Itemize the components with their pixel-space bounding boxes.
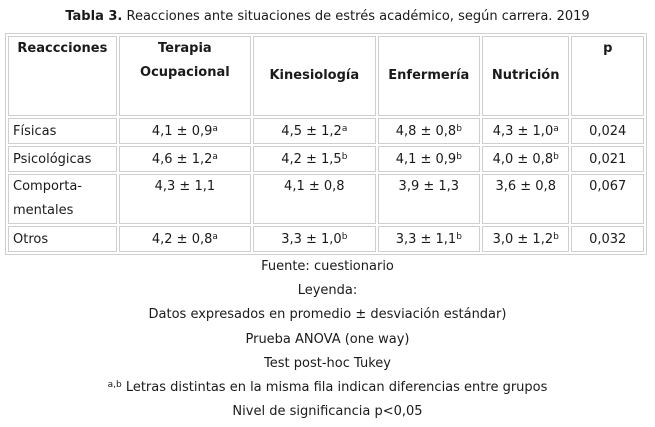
row-label-line1: Comporta- — [13, 179, 82, 194]
header-kinesiologia-label: Kinesiología — [269, 68, 360, 83]
cell-terapia — [119, 174, 251, 224]
cell-superscript: b — [456, 123, 462, 134]
cell-terapia — [119, 118, 251, 144]
note-anova: Prueba ANOVA (one way) — [245, 331, 410, 347]
header-reacciones: Reaccciones — [8, 36, 117, 116]
cell-superscript: a — [212, 231, 218, 242]
cell-value: 3,6 ± 0,8 — [495, 179, 556, 194]
note-letras — [0, 376, 655, 400]
header-row — [8, 36, 644, 116]
row-label: Físicas — [8, 118, 117, 144]
table-row — [8, 174, 644, 224]
cell-terapia — [119, 146, 251, 172]
cell-value: 3,3 ± 1,0 — [281, 231, 342, 247]
header-terapia-line1: Terapia — [158, 41, 212, 56]
header-kinesiologia — [253, 36, 376, 116]
table-row — [8, 118, 644, 144]
cell-value: 3,0 ± 1,2 — [492, 231, 554, 247]
cell-p: 0,024 — [571, 118, 644, 144]
cell-superscript: b — [341, 231, 348, 242]
table-caption — [0, 9, 655, 24]
cell-enfermeria — [378, 174, 480, 224]
note-nivel: Nivel de significancia p<0,05 — [232, 404, 423, 420]
note-datos: Datos expresados en promedio ± desviación estándar) — [148, 307, 507, 323]
cell-nutricion — [482, 146, 569, 172]
row-label-line2: mentales — [13, 203, 74, 218]
cell-superscript: b — [553, 231, 559, 242]
cell-p: 0,021 — [571, 146, 644, 172]
row-label: Otros — [8, 226, 117, 252]
cell-nutricion — [482, 226, 569, 252]
cell-superscript: b — [341, 151, 348, 162]
cell-value: 4,3 ± 1,1 — [154, 179, 216, 194]
cell-nutricion — [482, 118, 569, 144]
cell-value: 4,1 ± 0,9 — [395, 151, 457, 167]
cell-value: 4,1 ± 0,9 — [151, 123, 213, 139]
cell-enfermeria — [378, 118, 480, 144]
note-tukey: Test post-hoc Tukey — [264, 355, 391, 371]
row-label: Psicológicas — [8, 146, 117, 172]
table-notes — [0, 255, 655, 424]
cell-kinesiologia — [253, 118, 376, 144]
cell-superscript: a — [341, 123, 348, 134]
cell-value: 3,3 ± 1,1 — [395, 231, 457, 247]
results-table — [5, 33, 647, 255]
cell-kinesiologia — [253, 174, 376, 224]
cell-value: 4,6 ± 1,2 — [151, 151, 213, 167]
cell-kinesiologia — [253, 146, 376, 172]
cell-kinesiologia — [253, 226, 376, 252]
cell-nutricion — [482, 174, 569, 224]
cell-value: 4,2 ± 1,5 — [281, 151, 342, 167]
note-leyenda: Leyenda: — [297, 283, 358, 299]
cell-value: 4,2 ± 0,8 — [151, 231, 213, 247]
header-p: p — [571, 36, 644, 116]
header-terapia — [119, 36, 251, 116]
header-enfermeria — [378, 36, 480, 116]
header-nutricion — [482, 36, 569, 116]
cell-superscript: b — [553, 151, 559, 162]
caption-label: Tabla 3. — [65, 9, 123, 24]
header-terapia-line2: Ocupacional — [140, 65, 230, 80]
cell-superscript: b — [456, 151, 462, 162]
cell-superscript: b — [456, 231, 462, 242]
cell-value: 3,9 ± 1,3 — [398, 179, 460, 194]
header-nutricion-label: Nutrición — [491, 68, 560, 83]
cell-terapia — [119, 226, 251, 252]
caption-text: Reacciones ante situaciones de estrés académico, según carrera. 2019 — [122, 9, 590, 24]
cell-value: 4,3 ± 1,0 — [492, 123, 554, 139]
cell-value: 4,8 ± 0,8 — [395, 123, 457, 139]
cell-p: 0,032 — [571, 226, 644, 252]
cell-value: 4,1 ± 0,8 — [284, 179, 345, 194]
note-letras-superscript: a,b — [107, 380, 122, 391]
note-fuente: Fuente: cuestionario — [261, 259, 394, 274]
cell-value: 4,0 ± 0,8 — [492, 151, 554, 167]
cell-superscript: a — [212, 123, 218, 134]
table-row — [8, 226, 644, 252]
row-label — [8, 174, 117, 224]
note-letras-text: Letras distintas en la misma fila indican diferencias entre grupos — [121, 380, 548, 396]
header-enfermeria-label: Enfermería — [388, 68, 470, 83]
cell-enfermeria — [378, 146, 480, 172]
cell-superscript: a — [553, 123, 559, 134]
cell-p: 0,067 — [571, 174, 644, 224]
table-row — [8, 146, 644, 172]
cell-enfermeria — [378, 226, 480, 252]
cell-value: 4,5 ± 1,2 — [281, 123, 342, 139]
cell-superscript: a — [212, 151, 218, 162]
